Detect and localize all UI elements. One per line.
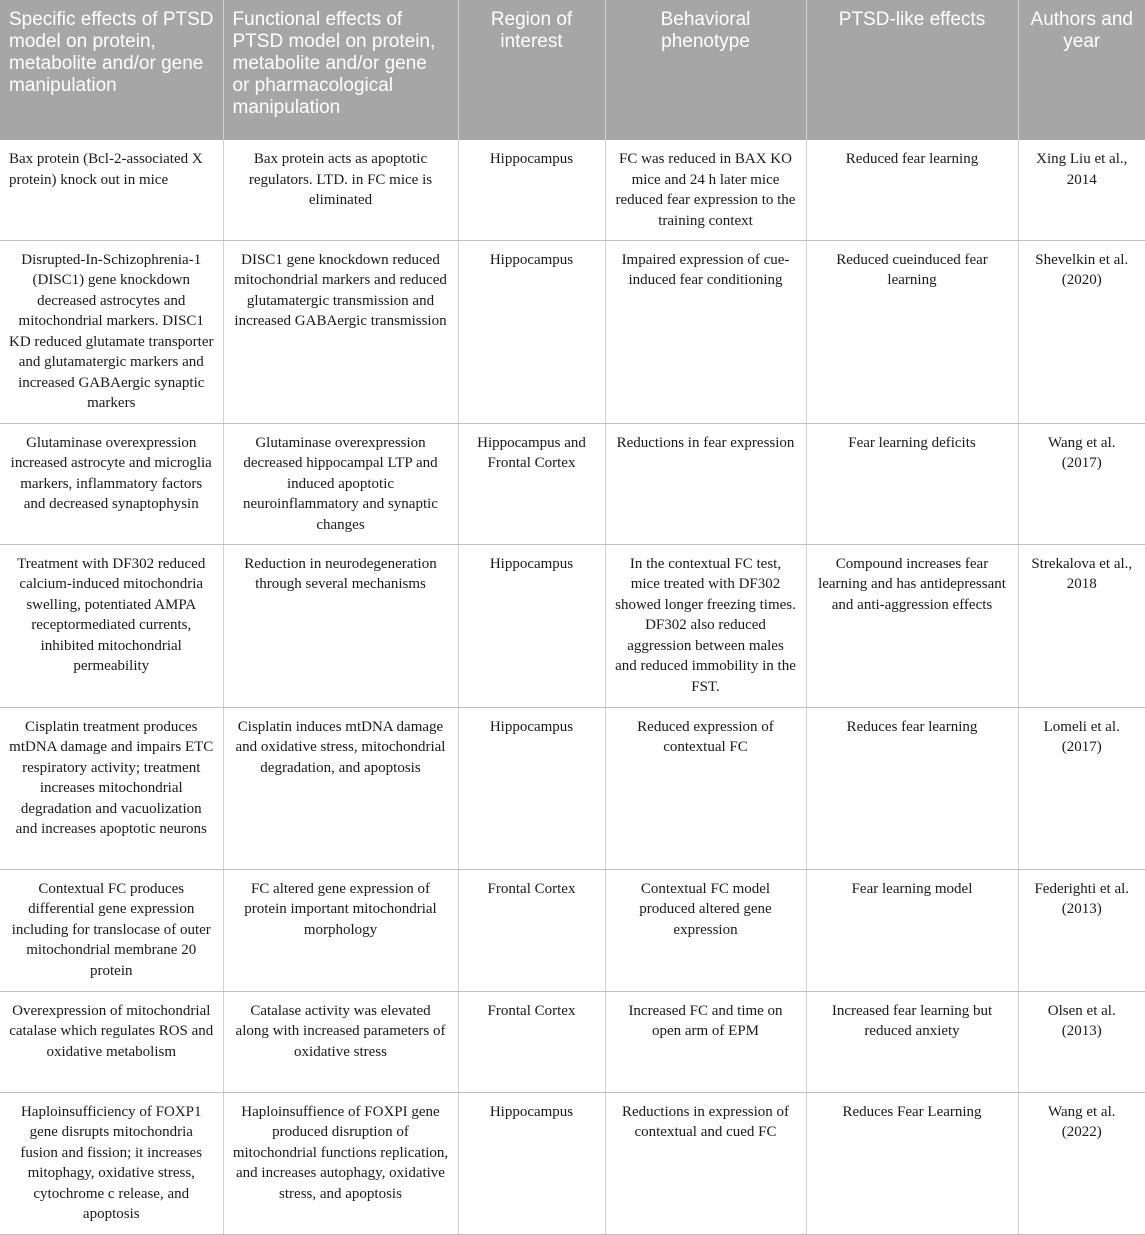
header-row [0,0,1145,140]
cell-functional-effects: Catalase activity was elevated along with increased parameters of oxidative stress [223,991,458,1092]
cell-specific-effects: Glutaminase overexpression increased astrocyte and microglia markers, inflammatory factors and decreased synaptophysin [0,423,223,544]
table-row [0,991,1145,1092]
cell-region: Hippocampus [458,1092,605,1234]
cell-functional-effects: Haploinsuffience of FOXPI gene produced disruption of mitochondrial functions replication, and increases autophagy, oxidative stress, and apoptosis [223,1092,458,1234]
cell-functional-effects: Reduction in neurodegeneration through several mechanisms [223,544,458,707]
cell-authors-year: Olsen et al. (2013) [1018,991,1145,1092]
table-row [0,140,1145,240]
cell-ptsd-like-effects: Reduces fear learning [806,707,1018,869]
cell-authors-year: Lomeli et al. (2017) [1018,707,1145,869]
header-region: Region of interest [458,0,605,140]
header-behavioral-phenotype: Behavioral phenotype [605,0,806,140]
table-header [0,0,1145,140]
cell-ptsd-like-effects: Increased fear learning but reduced anxiety [806,991,1018,1092]
table-row [0,1092,1145,1234]
cell-region: Hippocampus [458,707,605,869]
cell-authors-year: Strekalova et al., 2018 [1018,544,1145,707]
cell-ptsd-like-effects: Reduces Fear Learning [806,1092,1018,1234]
cell-functional-effects: Cisplatin induces mtDNA damage and oxidative stress, mitochondrial degradation, and apoptosis [223,707,458,869]
table-row [0,544,1145,707]
cell-functional-effects: FC altered gene expression of protein important mitochondrial morphology [223,869,458,991]
cell-specific-effects: Contextual FC produces differential gene expression including for translocase of outer mitochondrial membrane 20 protein [0,869,223,991]
cell-authors-year: Wang et al. (2022) [1018,1092,1145,1234]
header-authors-year: Authors and year [1018,0,1145,140]
cell-specific-effects: Cisplatin treatment produces mtDNA damage and impairs ETC respiratory activity; treatment increases mitochondrial degradation and vacuolization and increases apoptotic neurons [0,707,223,869]
table-row [0,423,1145,544]
cell-region: Frontal Cortex [458,991,605,1092]
cell-behavioral-phenotype: Increased FC and time on open arm of EPM [605,991,806,1092]
cell-region: Hippocampus and Frontal Cortex [458,423,605,544]
cell-specific-effects: Bax protein (Bcl-2-associated X protein) knock out in mice [0,140,223,240]
cell-authors-year: Federighti et al. (2013) [1018,869,1145,991]
table-row [0,869,1145,991]
cell-functional-effects: DISC1 gene knockdown reduced mitochondrial markers and reduced glutamatergic transmission and increased GABAergic transmission [223,240,458,423]
cell-behavioral-phenotype: Reductions in expression of contextual and cued FC [605,1092,806,1234]
cell-authors-year: Wang et al. (2017) [1018,423,1145,544]
table-row [0,240,1145,423]
table-row [0,707,1145,869]
cell-ptsd-like-effects: Compound increases fear learning and has antidepressant and anti-aggression effects [806,544,1018,707]
cell-region: Hippocampus [458,140,605,240]
cell-region: Hippocampus [458,544,605,707]
cell-specific-effects: Treatment with DF302 reduced calcium-induced mitochondria swelling, potentiated AMPA receptormediated currents, inhibited mitochondrial permeability [0,544,223,707]
cell-functional-effects: Bax protein acts as apoptotic regulators. LTD. in FC mice is eliminated [223,140,458,240]
cell-behavioral-phenotype: In the contextual FC test, mice treated with DF302 showed longer freezing times. DF302 also reduced aggression between males and reduced immobility in the FST. [605,544,806,707]
cell-ptsd-like-effects: Fear learning model [806,869,1018,991]
cell-region: Frontal Cortex [458,869,605,991]
header-specific-effects: Specific effects of PTSD model on protein, metabolite and/or gene manipulation [0,0,223,140]
cell-behavioral-phenotype: Reduced expression of contextual FC [605,707,806,869]
cell-ptsd-like-effects: Reduced cueinduced fear learning [806,240,1018,423]
cell-ptsd-like-effects: Reduced fear learning [806,140,1018,240]
header-functional-effects: Functional effects of PTSD model on protein, metabolite and/or gene or pharmacological manipulation [223,0,458,140]
cell-ptsd-like-effects: Fear learning deficits [806,423,1018,544]
cell-behavioral-phenotype: FC was reduced in BAX KO mice and 24 h later mice reduced fear expression to the training context [605,140,806,240]
cell-behavioral-phenotype: Reductions in fear expression [605,423,806,544]
cell-specific-effects: Disrupted-In-Schizophrenia-1 (DISC1) gene knockdown decreased astrocytes and mitochondrial markers. DISC1 KD reduced glutamate transporter and glutamatergic markers and increased GABAergic synaptic markers [0,240,223,423]
cell-specific-effects: Haploinsufficiency of FOXP1 gene disrupts mitochondria fusion and fission; it increases mitophagy, oxidative stress, cytochrome c release, and apoptosis [0,1092,223,1234]
cell-behavioral-phenotype: Impaired expression of cue-induced fear conditioning [605,240,806,423]
header-ptsd-like-effects: PTSD-like effects [806,0,1018,140]
cell-authors-year: Xing Liu et al., 2014 [1018,140,1145,240]
cell-authors-year: Shevelkin et al. (2020) [1018,240,1145,423]
cell-region: Hippocampus [458,240,605,423]
cell-specific-effects: Overexpression of mitochondrial catalase which regulates ROS and oxidative metabolism [0,991,223,1092]
table-body [0,140,1145,1234]
cell-functional-effects: Glutaminase overexpression decreased hippocampal LTP and induced apoptotic neuroinflammatory and synaptic changes [223,423,458,544]
cell-behavioral-phenotype: Contextual FC model produced altered gene expression [605,869,806,991]
